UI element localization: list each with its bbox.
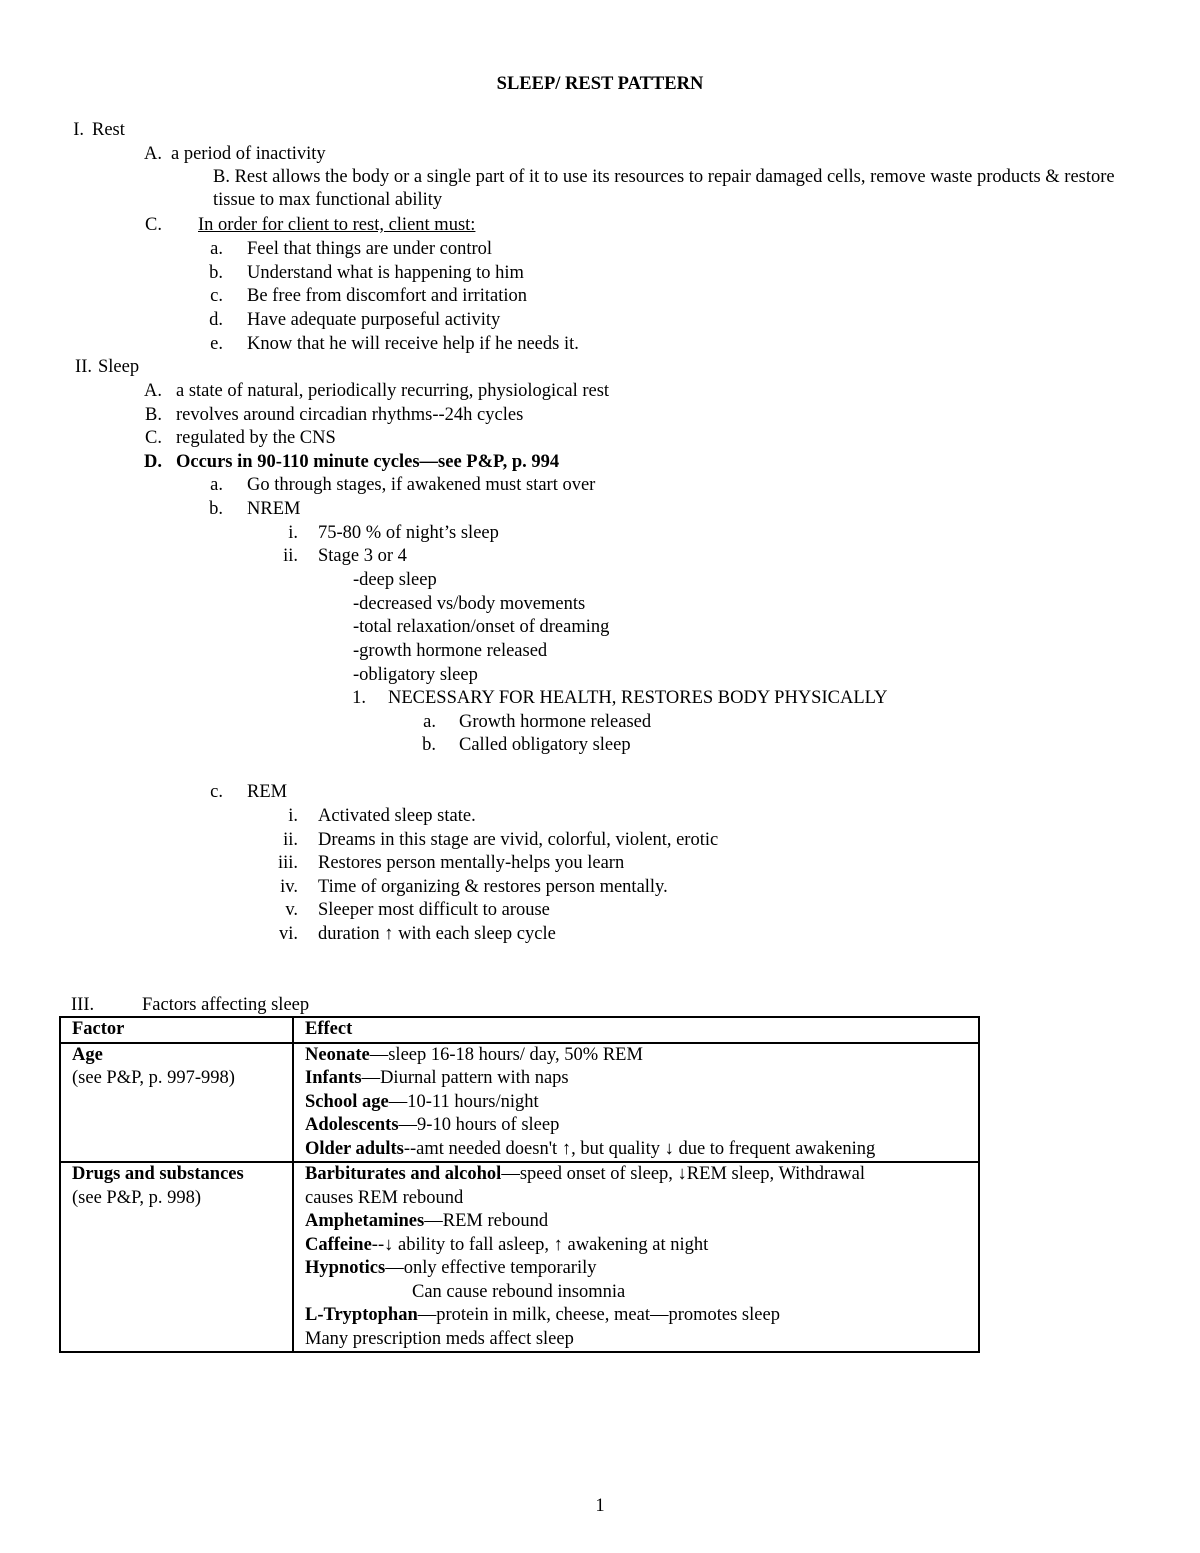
page-number: 1 — [595, 1496, 605, 1516]
list-item: a. Feel that things are under control — [210, 239, 493, 259]
list-item: D. Occurs in 90-110 minute cycles—see P&P, p. 994 — [144, 452, 560, 472]
list-item: -decreased vs/body movements — [353, 594, 586, 614]
list-item: B. Rest allows the body or a single part of it to use its resources to repair damaged cells, remove waste products & restore tissue to max functional ability — [213, 167, 1115, 210]
effect-cell — [293, 1043, 979, 1163]
effect-cell — [293, 1162, 979, 1352]
table-row — [60, 1162, 979, 1352]
section-rest — [0, 118, 1200, 142]
list-item: ii. Dreams in this stage are vivid, colorful, violent, erotic — [283, 830, 719, 850]
effect-line: L-Tryptophan—protein in milk, cheese, meat—promotes sleep — [305, 1305, 780, 1325]
column-header: Factor — [60, 1017, 293, 1043]
table-row — [60, 1043, 979, 1163]
factor-ref: (see P&P, p. 997-998) — [72, 1068, 235, 1088]
section-marker: III. — [71, 995, 95, 1015]
list-item: -obligatory sleep — [353, 665, 478, 685]
effect-line: Neonate—sleep 16-18 hours/ day, 50% REM — [305, 1044, 643, 1065]
factor-ref: (see P&P, p. 998) — [72, 1187, 201, 1208]
factors-table — [59, 1016, 980, 1353]
page-title: SLEEP/ REST PATTERN — [496, 74, 704, 94]
factor-name: Drugs and substances — [72, 1164, 244, 1184]
list-item: -deep sleep — [353, 570, 437, 590]
list-item: d. Have adequate purposeful activity — [209, 310, 501, 330]
effect-line: Many prescription meds affect sleep — [305, 1328, 574, 1349]
list-item: c. Be free from discomfort and irritation — [210, 286, 527, 306]
list-item: A. a state of natural, periodically recurring, physiological rest — [144, 381, 610, 401]
list-item: -total relaxation/onset of dreaming — [353, 617, 610, 637]
list-item: a. Growth hormone released — [423, 712, 652, 732]
effect-line: causes REM rebound — [305, 1187, 464, 1208]
list-item: B. revolves around circadian rhythms--24h cycles — [145, 405, 524, 425]
section-marker: II. — [75, 357, 92, 377]
list-item: c. REM — [210, 782, 288, 802]
section-sleep — [0, 355, 1200, 379]
list-item: b. NREM — [209, 499, 301, 519]
section-factors — [0, 993, 1200, 1017]
effect-line: Amphetamines—REM rebound — [305, 1211, 549, 1231]
effect-line: Adolescents—9-10 hours of sleep — [305, 1115, 560, 1135]
list-item: 1. NECESSARY FOR HEALTH, RESTORES BODY PHYSICALLY — [352, 688, 888, 708]
effect-line: School age—10-11 hours/night — [305, 1091, 539, 1112]
section-label: Factors affecting sleep — [142, 995, 310, 1015]
list-item: iv. Time of organizing & restores person mentally. — [280, 877, 668, 897]
effect-line: Caffeine--↓ ability to fall asleep, ↑ awakening at night — [305, 1234, 709, 1255]
effect-line: Infants—Diurnal pattern with naps — [305, 1068, 569, 1088]
list-item: A. a period of inactivity — [144, 144, 326, 164]
list-item: -growth hormone released — [353, 641, 548, 661]
factor-cell — [60, 1043, 293, 1163]
list-item: i. 75-80 % of night’s sleep — [288, 523, 499, 543]
list-item: C. regulated by the CNS — [145, 428, 336, 448]
list-item: e. Know that he will receive help if he needs it. — [210, 334, 579, 354]
list-item: ii. Stage 3 or 4 — [283, 546, 407, 566]
section-label: Rest — [92, 120, 125, 140]
effect-line: Can cause rebound insomnia — [412, 1281, 626, 1302]
list-item: i. Activated sleep state. — [288, 806, 476, 826]
section-label: Sleep — [98, 357, 140, 377]
effect-line: Hypnotics—only effective temporarily — [305, 1258, 597, 1278]
list-item: a. Go through stages, if awakened must start over — [210, 475, 596, 495]
factor-cell — [60, 1162, 293, 1352]
effect-line: Older adults--amt needed doesn't ↑, but quality ↓ due to frequent awakening — [305, 1138, 876, 1159]
list-item: vi. duration ↑ with each sleep cycle — [278, 924, 556, 944]
factor-name: Age — [72, 1044, 103, 1065]
list-item: v. Sleeper most difficult to arouse — [285, 900, 550, 920]
column-header: Effect — [293, 1017, 979, 1043]
list-item: b. Called obligatory sleep — [422, 735, 631, 755]
effect-line: Barbiturates and alcohol—speed onset of sleep, ↓REM sleep, Withdrawal — [305, 1164, 866, 1184]
list-item: iii. Restores person mentally-helps you learn — [277, 853, 625, 873]
list-item: b. Understand what is happening to him — [209, 263, 524, 283]
list-item: C. In order for client to rest, client must: — [145, 215, 476, 235]
section-marker: I. — [73, 120, 84, 140]
table-header-row — [60, 1017, 979, 1043]
